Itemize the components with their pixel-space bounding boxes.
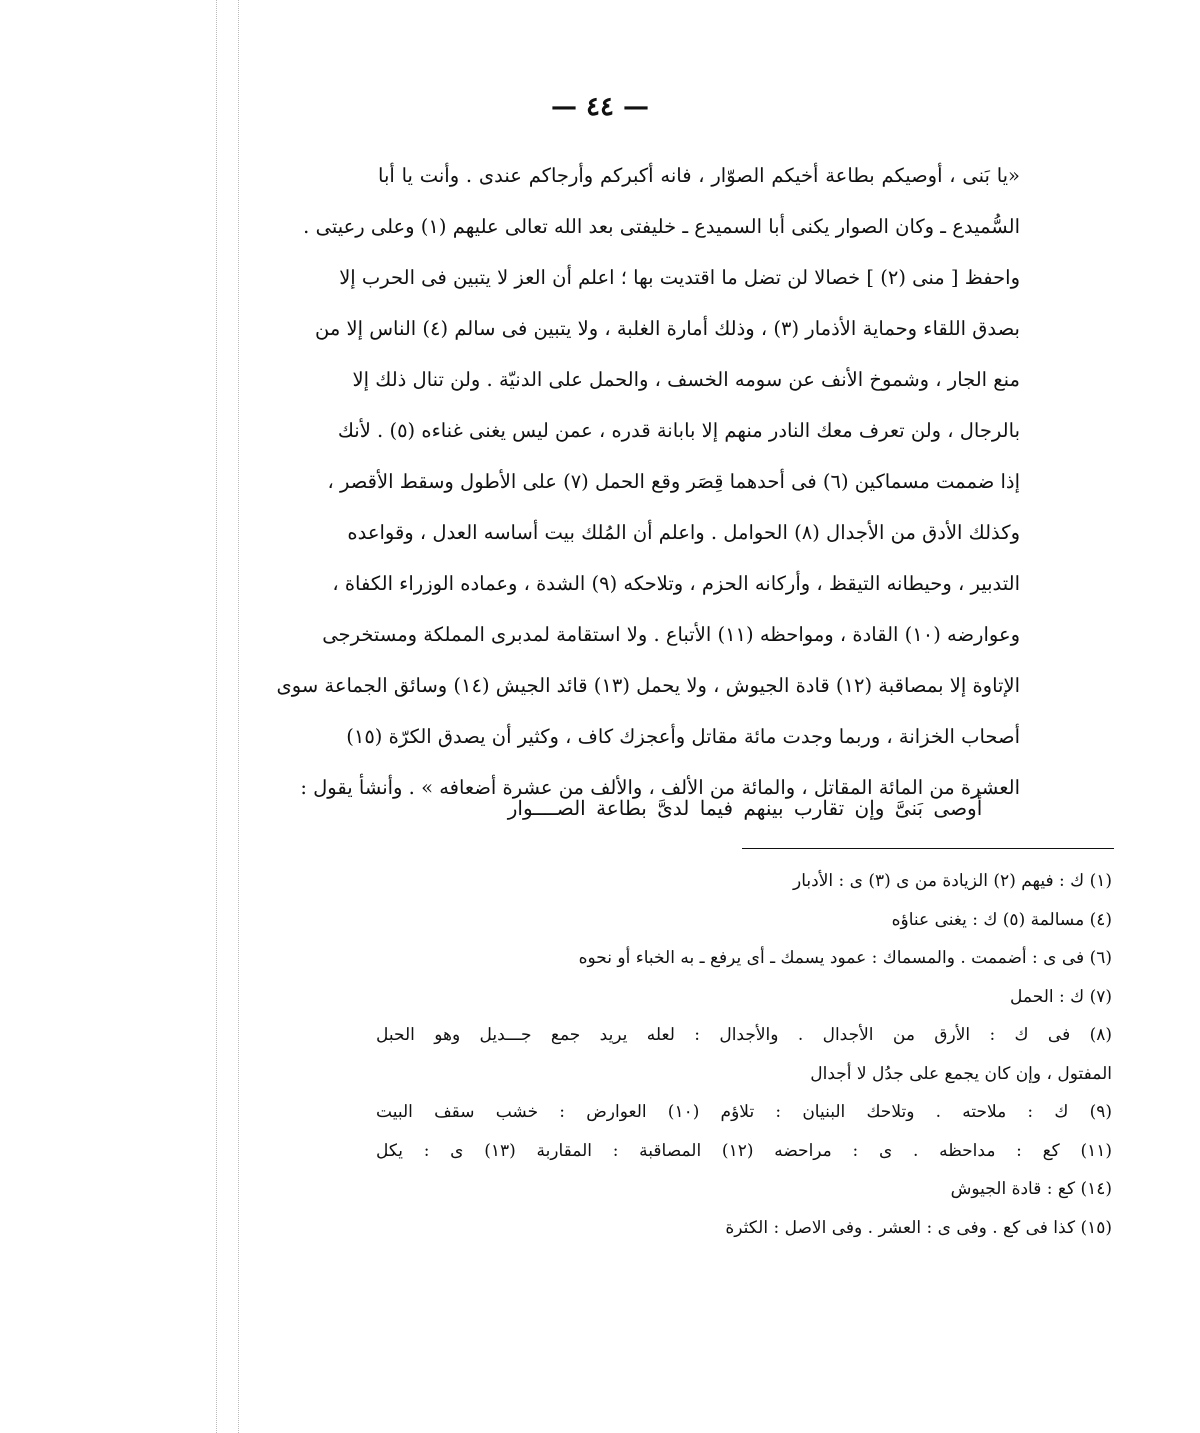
body-line: التدبير ، وحيطانه التيقظ ، وأركانه الحزم ، وتلاحكه (٩) الشدة ، وعماده الوزراء الكفاة ، bbox=[332, 572, 1020, 595]
footnote-line: (٧) ك : الحمل bbox=[1010, 986, 1112, 1007]
body-line: إذا ضممت مسماكين (٦) فى أحدهما قِصَر وقع الحمل (٧) على الأطول وسقط الأقصر ، bbox=[327, 470, 1020, 493]
footnote-divider bbox=[742, 848, 1114, 849]
body-line: وعوارضه (١٠) القادة ، ومواحظه (١١) الأتباع . ولا استقامة لمدبرى المملكة ومستخرجى bbox=[322, 623, 1020, 646]
footnote-line: (٩) ك : ملاحته . وتلاحك البنيان : تلاؤم (١٠) العوارض : خشب سقف البيت bbox=[376, 1102, 1113, 1122]
body-line: بالرجال ، ولن تعرف معك النادر منهم إلا بابانة قدره ، عمن ليس يغنى غناءه (٥) . لأنك bbox=[337, 419, 1020, 442]
footnote-line: (١) ك : فيهم (٢) الزيادة من ى (٣) ى : الأدبار bbox=[793, 871, 1112, 891]
body-line: الإتاوة إلا بمصاقبة (١٢) قادة الجيوش ، ولا يحمل (١٣) قائد الجيش (١٤) وسائق الجماعة سوى bbox=[276, 674, 1020, 697]
body-line: وكذلك الأدق من الأجدال (٨) الحوامل . واعلم أن المُلك بيت أساسه العدل ، وقواعده bbox=[347, 521, 1020, 544]
body-line: العشرة من المائة المقاتل ، والمائة من الألف ، والألف من عشرة أضعافه » . وأنشأ يقول : bbox=[300, 776, 1020, 799]
body-line: أصحاب الخزانة ، وربما وجدت مائة مقاتل وأعجزك كاف ، وكثير أن يصدق الكرّة (١٥) bbox=[346, 725, 1020, 748]
footnote-line: (٤) مسالمة (٥) ك : يغنى عناؤه bbox=[891, 909, 1112, 930]
body-line: السُّميدع ـ وكان الصوار يكنى أبا السميدع ـ خليفتى بعد الله تعالى عليهم (١) وعلى رعيتى . bbox=[303, 215, 1020, 238]
poem-verse: أوصى بَنىَّ وإن تقارب بينهم فيما لدىَّ بطاعة الصــــوار bbox=[507, 796, 983, 820]
body-line: منع الجار ، وشموخ الأنف عن سومه الخسف ، والحمل على الدنيّة . ولن تنال ذلك إلا bbox=[352, 368, 1020, 391]
body-text bbox=[276, 150, 1020, 813]
footnote-line: (١١) كع : مداحظه . ى : مراحضه (١٢) المصاقبة : المقاربة (١٣) ى : يكل bbox=[376, 1140, 1112, 1161]
footnote-line: (٨) فى ك : الأرق من الأجدال . والأجدال : لعله يريد جمع جـــديل وهو الحبل bbox=[376, 1025, 1112, 1045]
page-number: — ٤٤ — bbox=[550, 92, 650, 122]
body-line: بصدق اللقاء وحماية الأذمار (٣) ، وذلك أمارة الغلبة ، ولا يتبين فى سالم (٤) الناس إلا من bbox=[315, 317, 1020, 340]
body-line: واحفظ [ منى (٢) ] خصالا لن تضل ما اقتديت بها ؛ اعلم أن العز لا يتبين فى الحرب إلا bbox=[339, 266, 1020, 289]
scan-edge-left bbox=[216, 0, 217, 1433]
footnote-line: (٦) فى ى : أضممت . والمسماك : عمود يسمك ـ أى يرفع ـ به الخباء أو نحوه bbox=[578, 948, 1112, 968]
footnote-line: (١٤) كع : قادة الجيوش bbox=[950, 1179, 1112, 1199]
footnote-line: (١٥) كذا فى كع . وفى ى : العشر . وفى الاصل : الكثرة bbox=[725, 1217, 1112, 1238]
footnote-line: المفتول ، وإن كان يجمع على جدُل لا أجدال bbox=[810, 1063, 1112, 1084]
body-line: «يا بَنى ، أوصيكم بطاعة أخيكم الصوّار ، فانه أكبركم وأرجاكم عندى . وأنت يا أبا bbox=[378, 164, 1020, 187]
scan-edge-left-inner bbox=[238, 0, 239, 1433]
footnotes bbox=[376, 862, 1112, 1247]
